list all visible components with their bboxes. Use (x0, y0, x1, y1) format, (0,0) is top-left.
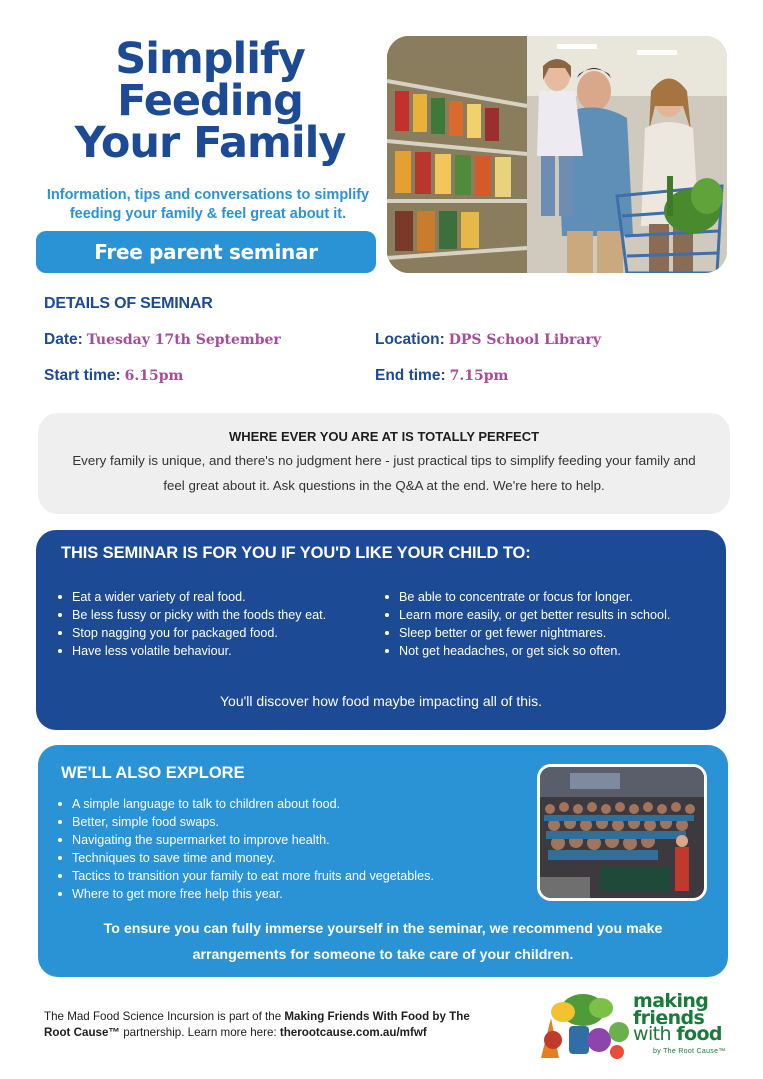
logo-line-2: friends (633, 1006, 705, 1029)
footer-text-2: partnership. Learn more here: (120, 1026, 280, 1039)
list-item: Eat a wider variety of real food. (56, 588, 326, 606)
logo-line-1: making (633, 990, 709, 1012)
date-detail (44, 331, 281, 349)
list-item: Be less fussy or picky with the foods they eat. (56, 606, 326, 624)
explore-heading: WE'LL ALSO EXPLORE (61, 764, 245, 782)
list-item: Be able to concentrate or focus for longer. (383, 588, 670, 606)
logo-byline: by The Root Cause™ (653, 1048, 726, 1055)
totally-perfect-title: WHERE EVER YOU ARE AT IS TOTALLY PERFECT (228, 429, 540, 444)
for-you-list-right (383, 588, 670, 660)
totally-perfect-panel (38, 413, 730, 514)
discover-text: You'll discover how food maybe impacting all of this. (220, 693, 542, 709)
footer-partnership: Making Friends With Food by The Root Cause™ (44, 1010, 470, 1039)
footer-link[interactable]: therootcause.com.au/mfwf (279, 1026, 427, 1039)
totally-perfect-text: Every family is unique, and there's no judgment here - just practical tips to simplify feeding your family and feel great about it. Ask questions in the Q&A at the end. We're here to help. (72, 453, 696, 493)
start-time-label: Start time: (44, 367, 121, 384)
list-item: Navigating the supermarket to improve health. (56, 831, 434, 849)
title-line-1: Simplify (115, 34, 305, 84)
list-item: Have less volatile behaviour. (56, 642, 326, 660)
list-item: Tactics to transition your family to eat more fruits and vegetables. (56, 867, 434, 885)
for-you-list-left (56, 588, 326, 660)
list-item: Where to get more free help this year. (56, 885, 434, 903)
footer-note (44, 1009, 494, 1041)
list-item: Stop nagging you for packaged food. (56, 624, 326, 642)
location-value: DPS School Library (448, 332, 601, 348)
date-value: Tuesday 17th September (86, 332, 281, 348)
seminar-audience-photo (537, 764, 707, 901)
childcare-recommendation: To ensure you can fully immerse yourself in the seminar, we recommend you make arrangements for someone to take care of your children. (103, 921, 663, 963)
subtitle: Information, tips and conversations to simplify feeding your family & feel great about it. (46, 187, 370, 222)
start-time-value: 6.15pm (124, 368, 184, 384)
produce-illustration-icon (533, 990, 633, 1060)
start-time-detail (44, 367, 183, 385)
footer-text-1: The Mad Food Science Incursion is part of the (44, 1010, 285, 1023)
free-seminar-banner: Free parent seminar (36, 231, 376, 273)
list-item: Better, simple food swaps. (56, 813, 434, 831)
list-item: Learn more easily, or get better results in school. (383, 606, 670, 624)
date-label: Date: (44, 331, 83, 348)
list-item: Not get headaches, or get sick so often. (383, 642, 670, 660)
for-you-heading: THIS SEMINAR IS FOR YOU IF YOU'D LIKE YOUR CHILD TO: (61, 544, 531, 562)
title-line-2: Feeding (117, 76, 303, 126)
list-item: Sleep better or get fewer nightmares. (383, 624, 670, 642)
logo-wordmark (633, 990, 722, 1045)
end-time-value: 7.15pm (449, 368, 509, 384)
end-time-detail (375, 367, 508, 385)
location-label: Location: (375, 331, 445, 348)
also-explore-panel (38, 745, 728, 977)
end-time-label: End time: (375, 367, 446, 384)
title-line-3: Your Family (74, 118, 346, 168)
list-item: Techniques to save time and money. (56, 849, 434, 867)
seminar-for-you-panel (36, 530, 726, 730)
making-friends-with-food-logo (533, 990, 733, 1060)
list-item: A simple language to talk to children about food. (56, 795, 434, 813)
explore-list (56, 795, 434, 903)
family-supermarket-photo (387, 36, 727, 273)
location-detail (375, 331, 601, 349)
logo-line-3: with food (633, 1023, 722, 1045)
details-heading: DETAILS OF SEMINAR (44, 295, 213, 312)
page-title (40, 34, 380, 168)
